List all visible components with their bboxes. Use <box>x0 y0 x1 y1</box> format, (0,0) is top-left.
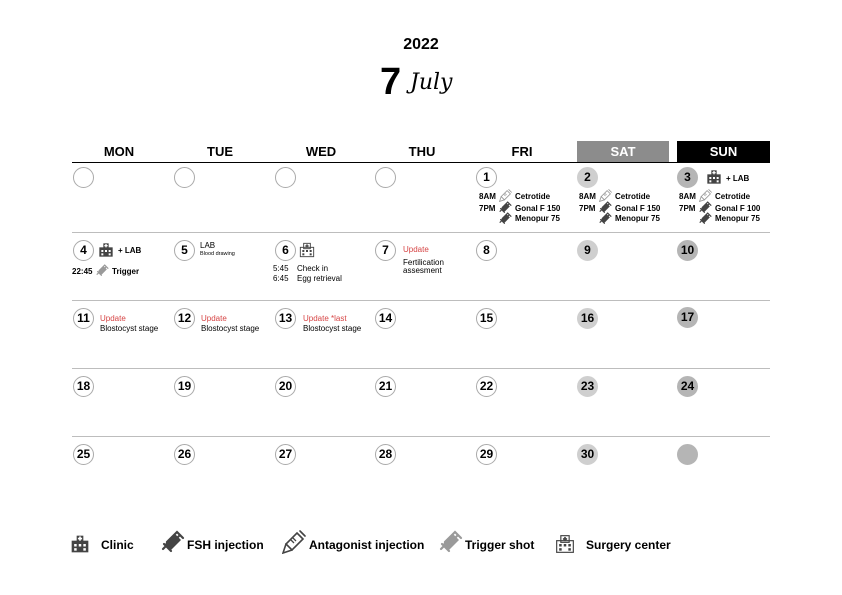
event-time: 8AM <box>479 192 496 201</box>
lab-label: + LAB <box>726 174 750 183</box>
day-21[interactable]: 21 <box>375 376 396 397</box>
day-8[interactable]: 8 <box>476 240 497 261</box>
event-label: Fertilication <box>403 258 444 267</box>
lab-label: + LAB <box>118 246 142 255</box>
year-label: 2022 <box>403 36 439 53</box>
day-7[interactable]: 7 <box>375 240 396 261</box>
weekday-thu: THU <box>408 144 436 159</box>
day-22[interactable]: 22 <box>476 376 497 397</box>
row-divider <box>72 232 770 233</box>
legend-antagonist: Antagonist injection <box>309 538 425 552</box>
weekday-mon: MON <box>103 144 135 159</box>
event-time: 5:45 <box>273 264 289 273</box>
event-time: 7PM <box>479 204 496 213</box>
update-label: Update <box>100 314 126 323</box>
weekday-sat: SAT <box>577 141 669 163</box>
weekday-fri: FRI <box>511 144 533 159</box>
day-3[interactable]: 3 <box>677 167 698 188</box>
day-18[interactable]: 18 <box>73 376 94 397</box>
day-9[interactable]: 9 <box>577 240 598 261</box>
day-29[interactable]: 29 <box>476 444 497 465</box>
event-med: Menopur 75 <box>615 214 660 223</box>
event-med: Cetrotide <box>515 192 551 201</box>
fsh-injection-icon <box>699 212 712 225</box>
weekday-wed: WED <box>305 144 337 159</box>
day-11[interactable]: 11 <box>73 308 94 329</box>
event-med: Gonal F 150 <box>615 204 661 213</box>
event-med: Cetrotide <box>715 192 751 201</box>
update-label: Update <box>403 245 429 254</box>
row-divider <box>72 436 770 437</box>
day-6[interactable]: 6 <box>275 240 296 261</box>
event-label: assesment <box>403 266 442 275</box>
day-14[interactable]: 14 <box>375 308 396 329</box>
day-cell-empty[interactable] <box>174 167 195 188</box>
day-cell-empty[interactable] <box>677 444 698 465</box>
day-cell-empty[interactable] <box>375 167 396 188</box>
header-rule <box>72 162 770 163</box>
day-27[interactable]: 27 <box>275 444 296 465</box>
trigger-shot-icon <box>439 530 463 554</box>
clinic-icon <box>98 242 114 258</box>
surgery-center-icon <box>299 242 315 258</box>
row-divider <box>72 368 770 369</box>
fsh-injection-icon <box>499 212 512 225</box>
event-med: Menopur 75 <box>515 214 560 223</box>
day-2[interactable]: 2 <box>577 167 598 188</box>
update-label: Update *last <box>303 314 347 323</box>
day-15[interactable]: 15 <box>476 308 497 329</box>
antagonist-injection-icon <box>282 530 306 554</box>
update-label: Update <box>201 314 227 323</box>
event-label: Blostocyst stage <box>303 324 362 333</box>
legend-fsh: FSH injection <box>187 538 264 552</box>
day-23[interactable]: 23 <box>577 376 598 397</box>
day-24[interactable]: 24 <box>677 376 698 397</box>
day-30[interactable]: 30 <box>577 444 598 465</box>
event-label: Egg retrieval <box>297 274 342 283</box>
event-time: 8AM <box>679 192 696 201</box>
clinic-icon <box>70 534 90 554</box>
legend-surgery: Surgery center <box>586 538 671 552</box>
day-17[interactable]: 17 <box>677 307 698 328</box>
surgery-center-icon <box>555 534 575 554</box>
legend-trigger: Trigger shot <box>465 538 535 552</box>
day-4[interactable]: 4 <box>73 240 94 261</box>
day-1[interactable]: 1 <box>476 167 497 188</box>
day-cell-empty[interactable] <box>275 167 296 188</box>
clinic-icon <box>706 169 722 185</box>
trigger-shot-icon <box>96 264 109 277</box>
weekday-sun: SUN <box>677 141 770 163</box>
fsh-injection-icon <box>161 530 185 554</box>
event-time: 22:45 <box>72 267 93 276</box>
event-label: Blostocyst stage <box>100 324 159 333</box>
day-19[interactable]: 19 <box>174 376 195 397</box>
day-cell-empty[interactable] <box>73 167 94 188</box>
event-label: Trigger <box>112 267 140 276</box>
day-5[interactable]: 5 <box>174 240 195 261</box>
month-name: July <box>410 70 453 95</box>
day-26[interactable]: 26 <box>174 444 195 465</box>
event-time: 8AM <box>579 192 596 201</box>
event-label: Check in <box>297 264 329 273</box>
event-time: 7PM <box>579 204 596 213</box>
day-16[interactable]: 16 <box>577 308 598 329</box>
day-20[interactable]: 20 <box>275 376 296 397</box>
day-28[interactable]: 28 <box>375 444 396 465</box>
legend-clinic: Clinic <box>101 538 134 552</box>
event-time: 6:45 <box>273 274 289 283</box>
day-25[interactable]: 25 <box>73 444 94 465</box>
event-med: Gonal F 150 <box>515 204 561 213</box>
lab-label: LAB <box>200 241 216 250</box>
event-label: Blostocyst stage <box>201 324 260 333</box>
fsh-injection-icon <box>599 212 612 225</box>
event-med: Gonal F 100 <box>715 204 761 213</box>
weekday-tue: TUE <box>207 144 233 159</box>
event-time: 7PM <box>679 204 696 213</box>
event-med: Menopur 75 <box>715 214 760 223</box>
day-12[interactable]: 12 <box>174 308 195 329</box>
day-10[interactable]: 10 <box>677 240 698 261</box>
row-divider <box>72 300 770 301</box>
month-number: 7 <box>380 61 402 103</box>
day-13[interactable]: 13 <box>275 308 296 329</box>
event-med: Cetrotide <box>615 192 651 201</box>
event-subtext: Blood drawing <box>200 251 235 257</box>
